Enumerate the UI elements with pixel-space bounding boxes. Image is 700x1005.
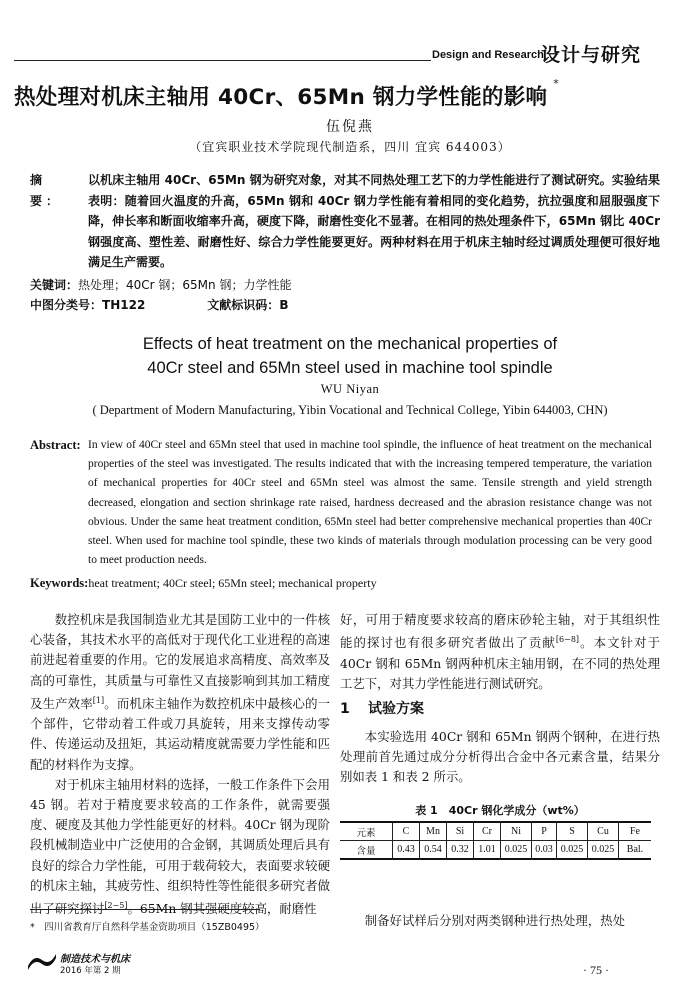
author-cn: 伍倪燕	[326, 119, 374, 135]
table-caption: 表 1 40Cr 钢化学成分（wt%）	[415, 804, 585, 817]
journal-issue: 2016 年第 2 期	[60, 966, 121, 976]
article-title-en: Effects of heat treatment on the mechanical properties of 40Cr steel and 65Mn steel used in machine tool spindle	[142, 335, 558, 377]
abstract-cn	[30, 170, 660, 273]
table-cell: Mn	[420, 822, 447, 841]
body-paragraph: 对于机床主轴用材料的选择，一般工作条件下会用 45 钢。若对于精度要求较高的工作条件，就需要强度、硬度及其他力学性能更好的材料。40Cr 钢为现阶段机械制造业中广泛使用的合金钢，其调质处理后具有良好的综合力学性能，可用于载荷较大，表面要求较硬的机床主轴，其疲劳性、组织特性等性能很多研究者做出了研究探讨[2−5]。65Mn 钢其强硬度较高，耐磨性	[30, 776, 330, 917]
header-rule	[14, 60, 431, 61]
keywords-cn: 关键词：热处理；40Cr 钢；65Mn 钢；力学性能	[30, 278, 292, 292]
table-cell: Fe	[619, 822, 652, 841]
table-cell: 元素	[340, 822, 393, 841]
keywords-en: Keywords:heat treatment; 40Cr steel; 65Mn steel; mechanical property	[30, 576, 377, 590]
table-cell: Ni	[501, 822, 532, 841]
abstract-en	[30, 436, 652, 570]
journal-logo-icon	[26, 950, 58, 972]
classification: 中图分类号：TH122 文献标识码：B	[30, 298, 289, 312]
journal-name: 制造技术与机床	[60, 954, 130, 965]
table-cell: 0.43	[393, 841, 420, 860]
table-cell: 0.32	[447, 841, 474, 860]
table-cell: P	[532, 822, 557, 841]
author-en: WU Niyan	[320, 382, 380, 396]
footnote-rule	[30, 909, 260, 910]
body-right-column-3	[340, 911, 660, 931]
table-row	[340, 841, 651, 860]
citation: [2−5]	[104, 900, 128, 910]
table-cell: Si	[447, 822, 474, 841]
body-paragraph: 好，可用于精度要求较高的磨床砂轮主轴，对于其组织性能的探讨也有很多研究者做出了贡献[6−8]。本文针对于 40Cr 钢和 65Mn 钢两种机床主轴用钢，在不同的热处理工艺下，对其力学性能进行测试研究。	[340, 612, 661, 691]
body-paragraph: 数控机床是我国制造业尤其是国防工业中的一件核心装备，其技术水平的高低对于现代化工业进程的高速前进起着重要的作用。它的发展追求高精度、高效率及高的可靠性，其质量与可靠性又直接影响到其加工精度及生产效率[1]。而机床主轴作为数控机床中最核心的一个部件，它带动着工件或刀具旋转，用来支撑传动零件、传递运动及扭矩，其运动精度就需要力学性能和匹配的材料作为支撑。	[30, 612, 331, 772]
affiliation-en: ( Department of Modern Manufacturing, Yibin Vocational and Technical College, Yibin 644003, CHN)	[92, 403, 608, 417]
table-cell: C	[393, 822, 420, 841]
table-cell: S	[557, 822, 588, 841]
header-section-cn: 设计与研究	[541, 44, 642, 66]
table-cell: Cr	[474, 822, 501, 841]
table-header-row	[340, 822, 651, 841]
body-left-column	[30, 610, 330, 919]
table-cell: 0.025	[501, 841, 532, 860]
abstract-cn-label: 摘 要：	[30, 173, 63, 208]
table-cell: 0.54	[420, 841, 447, 860]
table-cell: Cu	[588, 822, 619, 841]
table-cell: 0.025	[557, 841, 588, 860]
composition-table	[340, 821, 651, 860]
abstract-cn-text: 以机床主轴用 40Cr、65Mn 钢为研究对象，对其不同热处理工艺下的力学性能进行了测试研究。实验结果表明：随着回火温度的升高，65Mn 钢和 40Cr 钢力学性能有着相同的变化趋势，抗拉强度和屈服强度下降，伸长率和断面收缩率升高，硬度下降，耐磨性变化不显著。在相同的热处理条件下，65Mn 钢比 40Cr 钢强度高、塑性差、耐磨性好、综合力学性能要更好。两种材料在用于机床主轴时经过调质处理便可很好地满足生产需要。	[88, 173, 660, 270]
table-cell: 0.025	[588, 841, 619, 860]
abstract-en-text: In view of 40Cr steel and 65Mn steel that used in machine tool spindle, the influence of heat treatment on the mechanical properties of the steel was investigated. The results indicated that with the increasing tempered temperature, the variation of mechanical properties for 40Cr steel and 65Mn steel was almost the same. Tensile strength and yield strength decreased, elongation and section shrinkage rate raised, hardness decreased and the abrasion resistance change was not obvious. Under the same heat treatment condition, 65Mn steel had better comprehensive mechanical properties than 40Cr steel. When used for machine tool spindle, these two kinds of materials through modulation processing can be very good to meet production needs.	[88, 439, 652, 567]
article-title-cn: 热处理对机床主轴用 40Cr、65Mn 钢力学性能的影响*	[14, 77, 560, 110]
table-cell: Bal.	[619, 841, 652, 860]
citation: [6−8]	[555, 635, 580, 645]
footnote: * 四川省教育厅自然科学基金资助项目（15ZB0495）	[30, 922, 265, 933]
body-right-column	[340, 610, 660, 694]
body-right-column-2	[340, 727, 660, 788]
table-cell: 含量	[340, 841, 393, 860]
body-paragraph: 制备好试样后分别对两类钢种进行热处理，热处	[364, 913, 625, 928]
page-number: · 75 ·	[583, 963, 609, 977]
citation: [1]	[92, 695, 105, 705]
section-heading: 1 试验方案	[340, 701, 424, 717]
body-paragraph: 本实验选用 40Cr 钢和 65Mn 钢两个钢种，在进行热处理前首先通过成分分析得出合金中各元素含量，结果分别如表 1 和表 2 所示。	[340, 729, 660, 785]
title-footnote-mark: *	[553, 77, 560, 90]
table-cell: 0.03	[532, 841, 557, 860]
abstract-en-label: Abstract:	[30, 438, 81, 452]
affiliation-cn: （宜宾职业技术学院现代制造系，四川 宜宾 644003）	[189, 140, 511, 154]
table-cell: 1.01	[474, 841, 501, 860]
header-section-en: Design and Research	[432, 49, 544, 61]
